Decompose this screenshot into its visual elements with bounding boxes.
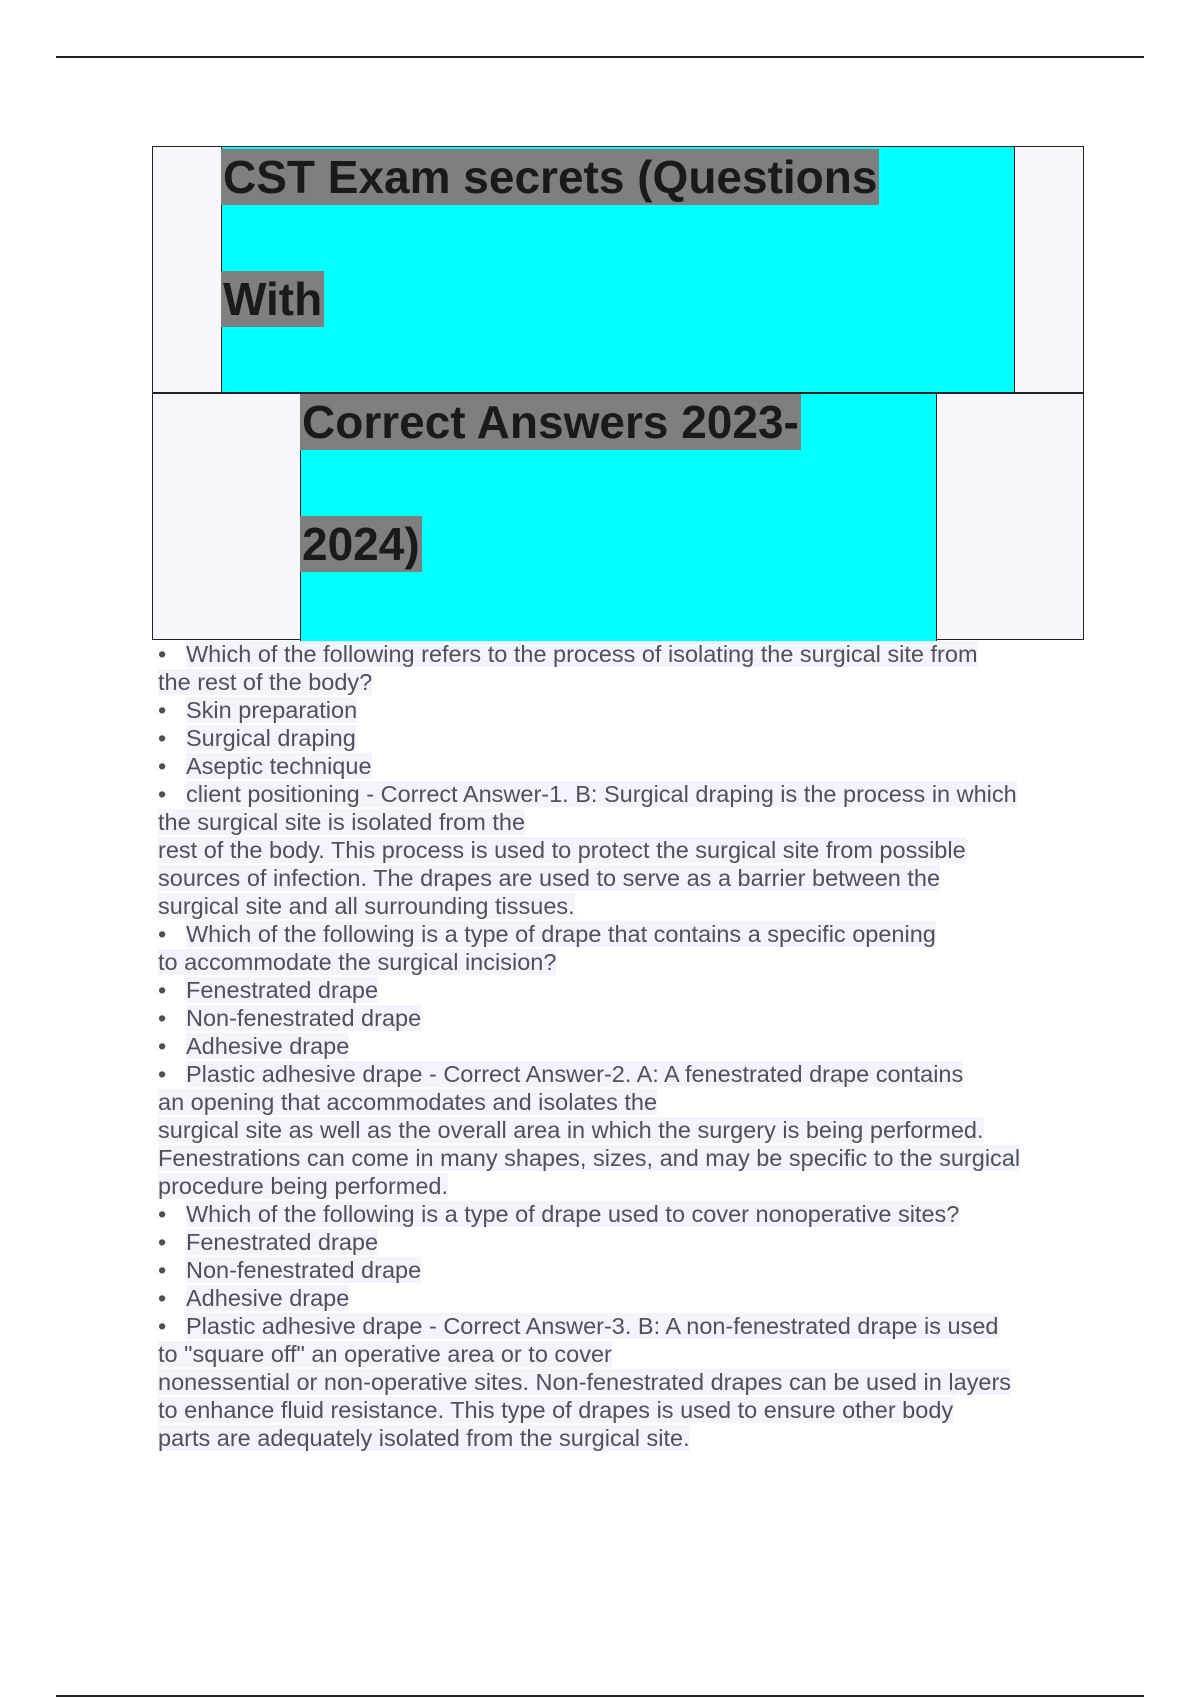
bullet-line (158, 696, 1058, 724)
line-text: parts are adequately isolated from the surgical site. (158, 1425, 690, 1451)
bullet-line (158, 1200, 1058, 1228)
bullet-icon: • (158, 977, 167, 1003)
text-line (158, 668, 1058, 696)
line-text: sources of infection. The drapes are used to serve as a barrier between the (158, 865, 941, 891)
bullet-line (158, 1284, 1058, 1312)
line-text: to accommodate the surgical incision? (158, 949, 557, 975)
line-text: surgical site and all surrounding tissues. (158, 893, 575, 919)
text-line (158, 836, 1058, 864)
bottom-rule (56, 1695, 1144, 1697)
text-line (158, 1144, 1058, 1172)
line-text: rest of the body. This process is used to protect the surgical site from possible (158, 837, 966, 863)
line-text: Adhesive drape (186, 1033, 350, 1059)
line-text: procedure being performed. (158, 1173, 449, 1199)
bullet-line (158, 1060, 1058, 1088)
text-line (158, 1396, 1058, 1424)
text-line (158, 864, 1058, 892)
bullet-line (158, 1312, 1058, 1340)
line-text: Which of the following is a type of drape used to cover nonoperative sites? (186, 1201, 960, 1227)
line-text: the surgical site is isolated from the (158, 809, 526, 835)
bullet-line (158, 780, 1058, 808)
text-line (158, 1424, 1058, 1452)
line-text: nonessential or non-operative sites. Non-fenestrated drapes can be used in layers (158, 1369, 1012, 1395)
bullet-icon: • (158, 1005, 167, 1031)
bullet-icon: • (158, 1285, 167, 1311)
bullet-line (158, 1004, 1058, 1032)
line-text: Fenestrated drape (186, 1229, 379, 1255)
bullet-icon: • (158, 1229, 167, 1255)
line-text: to enhance fluid resistance. This type of drapes is used to ensure other body (158, 1397, 954, 1423)
text-line (158, 1340, 1058, 1368)
line-text: the rest of the body? (158, 669, 373, 695)
bullet-line (158, 920, 1058, 948)
line-text: Fenestrated drape (186, 977, 379, 1003)
bullet-icon: • (158, 1061, 167, 1087)
line-text: Fenestrations can come in many shapes, sizes, and may be specific to the surgical (158, 1145, 1021, 1171)
bullet-icon: • (158, 1313, 167, 1339)
bullet-line (158, 640, 1058, 668)
title-line-4: 2024) (302, 518, 420, 570)
bullet-line (158, 1032, 1058, 1060)
line-text: Aseptic technique (186, 753, 372, 779)
line-text: Which of the following refers to the process of isolating the surgical site from (186, 641, 978, 667)
line-text: surgical site as well as the overall area in which the surgery is being performed. (158, 1117, 984, 1143)
line-text: Plastic adhesive drape - Correct Answer-2. A: A fenestrated drape contains (186, 1061, 964, 1087)
bullet-icon: • (158, 697, 167, 723)
line-text: Plastic adhesive drape - Correct Answer-3. B: A non-fenestrated drape is used (186, 1313, 999, 1339)
bullet-line (158, 752, 1058, 780)
bullet-line (158, 976, 1058, 1004)
line-text: to "square off" an operative area or to cover (158, 1341, 612, 1367)
line-text: Skin preparation (186, 697, 358, 723)
line-text: Surgical draping (186, 725, 356, 751)
line-text: an opening that accommodates and isolates the (158, 1089, 658, 1115)
text-line (158, 948, 1058, 976)
text-line (158, 892, 1058, 920)
top-rule (56, 56, 1144, 58)
bullet-icon: • (158, 1201, 167, 1227)
bullet-icon: • (158, 781, 167, 807)
title-line-3: Correct Answers 2023- (302, 396, 799, 448)
bullet-icon: • (158, 641, 167, 667)
title-line-2: With (223, 273, 323, 325)
bullet-icon: • (158, 753, 167, 779)
line-text: Non-fenestrated drape (186, 1257, 422, 1283)
title-table (152, 146, 1084, 640)
bullet-icon: • (158, 921, 167, 947)
bullet-line (158, 1256, 1058, 1284)
bullet-icon: • (158, 725, 167, 751)
document-body (158, 640, 1058, 1452)
bullet-line (158, 724, 1058, 752)
text-line (158, 1116, 1058, 1144)
line-text: Which of the following is a type of drape that contains a specific opening (186, 921, 936, 947)
text-line (158, 808, 1058, 836)
bullet-icon: • (158, 1257, 167, 1283)
bullet-line (158, 1228, 1058, 1256)
bullet-icon: • (158, 1033, 167, 1059)
line-text: Non-fenestrated drape (186, 1005, 422, 1031)
text-line (158, 1172, 1058, 1200)
text-line (158, 1368, 1058, 1396)
line-text: Adhesive drape (186, 1285, 350, 1311)
line-text: client positioning - Correct Answer-1. B: Surgical draping is the process in which (186, 781, 1017, 807)
text-line (158, 1088, 1058, 1116)
title-line-1: CST Exam secrets (Questions (223, 151, 878, 203)
